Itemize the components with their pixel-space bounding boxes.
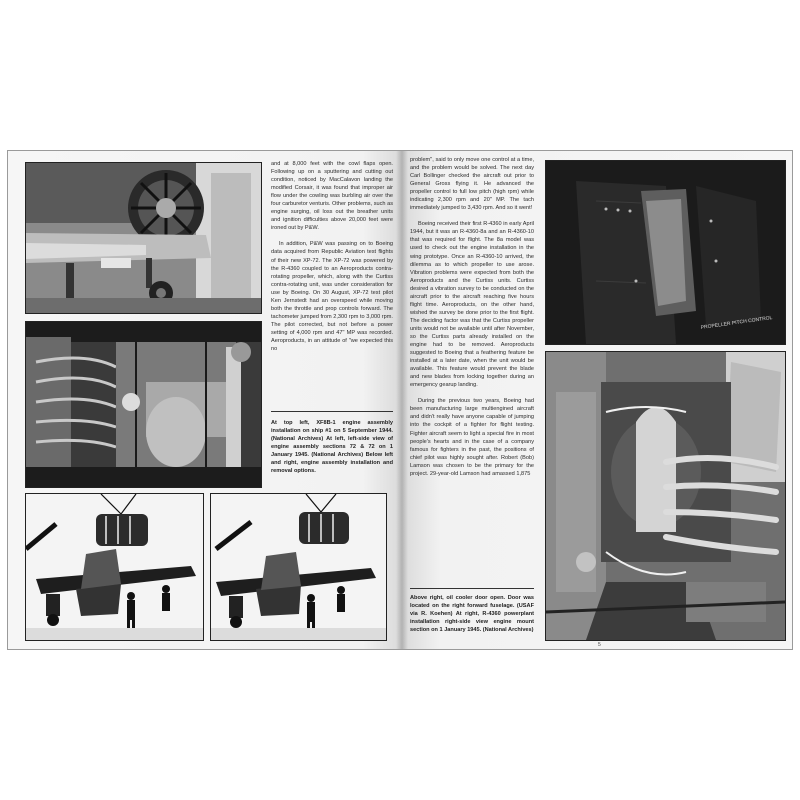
left-photo-caption: At top left, XF8B-1 engine assembly installation on ship #1 on 5 September 1944. (National Archives) At left, left-side view of engine assembly sections 72 & 72 on 1 January 1945. (National Archives) Below left and right, engine assembly installation and removal options. (271, 420, 393, 475)
page-number: 5 (598, 642, 601, 648)
photo-r4360-powerplant (545, 351, 786, 641)
right-paragraph-1: problem", said to only move one control at a time, and the problem would be solved. The next day Carl Bollinger checked the aircraft out prior to General Gross flying it. He advanced the propeller control to full low pitch (high rpm) while indicating 2,300 rpm and 20" MP. The tach immediately jumped to 3,430 rpm. And so it went! (410, 157, 534, 212)
book-gutter (396, 151, 408, 649)
right-article-text (410, 156, 534, 478)
right-caption-rule (410, 588, 534, 589)
left-caption-rule (271, 411, 393, 412)
left-paragraph-2: In addition, P&W was passing on to Boeing data acquired from Republic Aviation test flights of their new XP-72. The XP-72 was powered by the R-4360 coupled to an Aeroproducts contra-rotating propeller, which, along with the Curtiss contra-rotating unit, was under consideration for use by Boeing. On 30 August, XP-72 test pilot Ken Jernstedt had an overspeed while moving both the throttle and prop controls forward. The tachometer jumped from 2,300 rpm to 3,000 rpm. The pilot corrected, but not before a power setting of 4,000 rpm and 47" MP was recorded. Aeroproducts, in an attitude of "we expected this no (271, 241, 393, 353)
left-page (8, 151, 402, 649)
photo-engine-installation-hangar (25, 162, 262, 314)
right-paragraph-2: Boeing received their first R-4360 in early April 1944, but it was an R-4360-8a and an R-4360-10 that was required for flight. The 8a model was used to check out the engine installation in the wing prototype. Once an R-4360-10 arrived, the dilemma as to which propeller to use arose. Vibration problems were expected from both the Aeroproducts and the Curtiss units. Curtiss desired a vibration survey to be conducted on the aircraft prior to the aircraft reaching five hours flight time. Aeroproducts, on the other hand, wished the survey be done prior to the first flight. The deciding factor was that the Curtiss propeller units would not be available until after November, so the Curtiss parts already installed on the engine had to be removed. Aeroproducts suggested to Boeing that a feathering feature be installed at a later date, when the unit would be available. This feature would prevent the blade and new blades from locking together during an emergency gearup landing. (410, 221, 534, 389)
illustration-engine-hoist-left (25, 493, 204, 641)
photo-engine-assembly-side (25, 321, 262, 488)
right-paragraph-3: During the previous two years, Boeing had been manufacturing large multiengined aircraft and didn't really have anyone capable of jumping into the cockpit of a fighter for flight testing. Fighter aircraft seem to light a special fire in most people's hearts and in the case of a company famous for fighters in the past, the positions of chief pilot was highly sought after. Robert (Bob) Lamson was chosen to be the primary for the project. 29-year-old Lamson had amassed 1,875 (410, 398, 534, 477)
left-paragraph-1: and at 8,000 feet with the cowl flaps open. Following up on a sputtering and cutting out condition, noticed by MacCalavon landing the modified Corsair, it was found that improper air flow under the cowling was burbling air over the four carburetor venturis. Other problems, such as engine surging, oil loss out the breather units and ignition difficulties above 20,000 feet were ironed out by P&W. (271, 161, 393, 232)
magazine-spread (7, 150, 793, 650)
right-page (402, 151, 793, 649)
left-article-text (271, 160, 393, 353)
photo-stencil-text: PROPELLER PITCH CONTROL (700, 314, 773, 331)
photo-oil-cooler-door (545, 160, 786, 345)
illustration-engine-hoist-right (210, 493, 387, 641)
right-photo-caption: Above right, oil cooler door open. Door was located on the right forward fuselage. (USAF via R. Koehen) At right, R-4360 powerplant installation right-side view engine mount section on 1 January 1945. (National Archives) (410, 595, 534, 634)
